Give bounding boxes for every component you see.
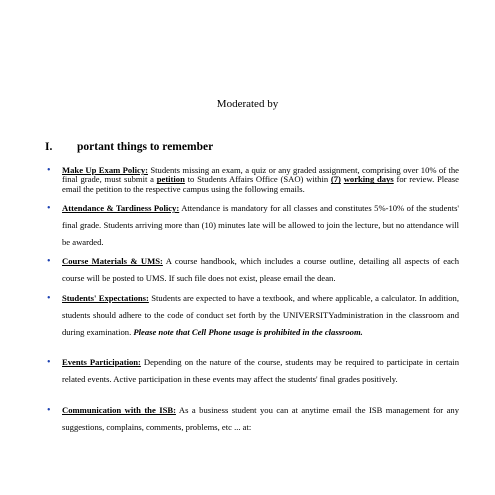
policy-label: Attendance & Tardiness Policy: <box>62 203 180 213</box>
petition-emphasis: petition <box>156 174 185 185</box>
policy-text: A course handbook, which includes a course outline, detailing all aspects of each course will be posted to UMS. If such file does not exist, please email the dean. <box>62 256 459 283</box>
list-item-course-materials <box>47 253 459 287</box>
policy-label: Make Up Exam Policy: <box>62 165 148 175</box>
bullet-icon: • <box>47 165 51 176</box>
bullet-icon: • <box>47 357 51 368</box>
policy-label: Communication with the ISB: <box>62 405 176 415</box>
section-title: portant things to remember <box>77 141 214 153</box>
policy-label: Students' Expectations: <box>62 293 149 303</box>
policy-text: As a business student you can at anytime email the ISB management for any suggestions, complains, comments, problems, etc ... at: <box>62 405 459 432</box>
list-item-makeup-exam-policy <box>47 165 459 194</box>
policy-text: Depending on the nature of the course, students may be required to participate in certain related events. Active participation in these events may affect the students' final grades positively. <box>62 357 459 384</box>
list-item-attendance-policy <box>47 200 459 251</box>
bullet-icon: • <box>47 293 51 304</box>
policy-text: for review. Please email the petition to the respective campus using the following emails. <box>62 174 459 194</box>
bullet-icon: • <box>47 203 51 214</box>
list-item-events-participation <box>47 354 459 388</box>
days-number-emphasis: (7) <box>330 174 341 185</box>
policy-text: Students are expected to have a textbook, and where applicable, a calculator. In addition, students should adhere to the code of conduct set forth by the UNIVERSITYadministration in the classroom and during examination. <box>62 293 459 337</box>
section-number: I. <box>45 141 53 153</box>
policy-label: Events Participation: <box>62 357 141 367</box>
policy-label: Course Materials & UMS: <box>62 256 163 266</box>
policy-text: Students missing an exam, a quiz or any graded assignment, comprising over 10% of the final grade, must submit a <box>62 165 459 185</box>
list-item-students-expectations <box>47 290 459 341</box>
cell-phone-note: Please note that Cell Phone usage is prohibited in the classroom. <box>133 327 363 337</box>
working-days-emphasis: working days <box>343 174 394 185</box>
bullet-icon: • <box>47 256 51 267</box>
policy-text: Attendance is mandatory for all classes and constitutes 5%-10% of the students' final grade. Students arriving more than (10) minutes late will be allowed to join the lecture, but no attendance will be awarded. <box>62 203 459 247</box>
policy-text: to Students Affairs Office (SAO) within <box>184 174 331 185</box>
moderated-by-line: Moderated by <box>216 98 279 110</box>
list-item-communication-isb <box>47 402 459 436</box>
bullet-icon: • <box>47 405 51 416</box>
